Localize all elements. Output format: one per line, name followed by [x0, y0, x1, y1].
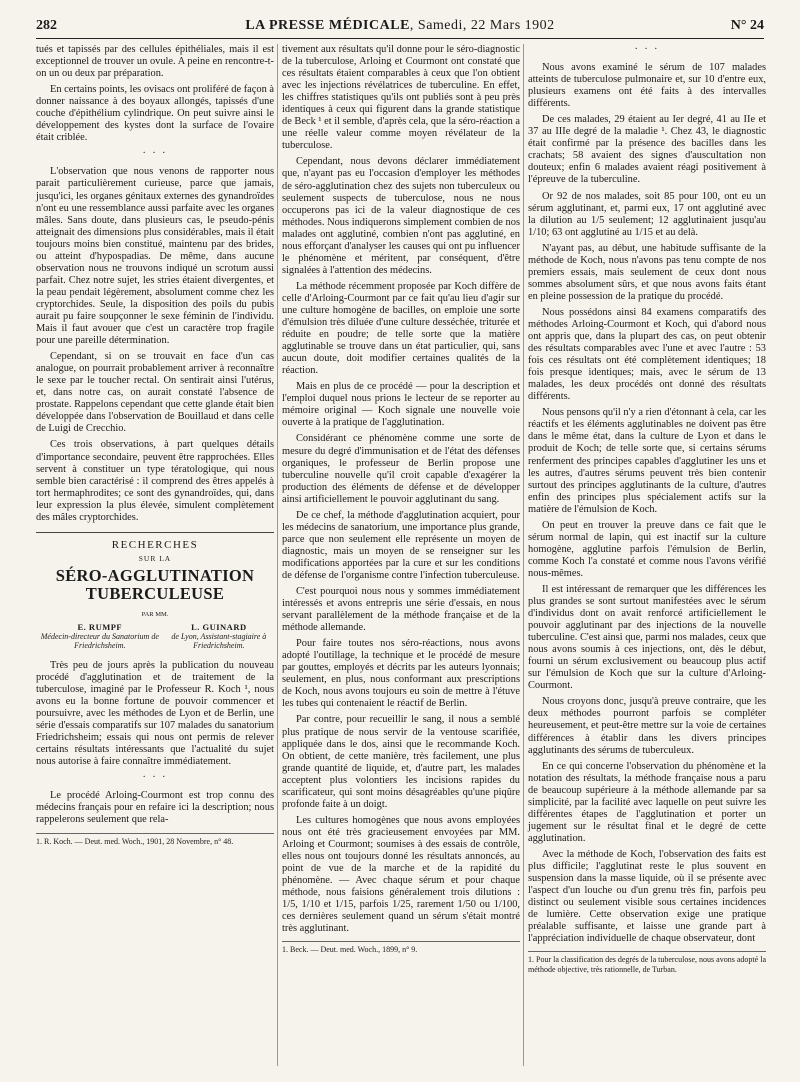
paragraph: C'est pourquoi nous nous y sommes immédiatement intéressés et avons entrepris une série d'essais, en nous servant parallèlement de la méthode française et de la méthode allemande.	[282, 586, 520, 634]
section-asterism: · · ·	[634, 44, 660, 55]
author-affiliation: Médecin-directeur du Sanatorium de Friedrichsheim.	[40, 631, 159, 650]
paragraph: Il est intéressant de remarquer que les différences les plus grandes se sont surtout manifestées avec le sérum d'individus dont on avait renforcé artificiellement le pouvoir agglutinant par des injections de la nouvelle tuberculine. C'est ainsi que, parmi nos malades, ceux que nous avons soumis à ces injections, ont, dès le début, fourni un sérum exclusivement ou beaucoup plus actif sur l'émulsion de Koch que sur la culture d'Arloing-Courmont.	[528, 583, 766, 692]
paragraph: Mais en plus de ce procédé — pour la description et l'emploi duquel nous prions le lecteur de se reporter au mémoire original — Koch signale une nouvelle voie ouverte à la pratique de l'agglutination.	[282, 381, 520, 429]
authors	[36, 623, 274, 650]
paragraph: tivement aux résultats qu'il donne pour le séro-diagnostic de la tuberculose, Arloing et Courmont ont constaté que ces résultats étaient comparables à ceux que l'on obtient avec les injections révélatrices de tuberculine. En effet, les chiffres statistiques qu'ils ont publiés sont à peu près identiques à ceux qui figurent dans la grande statistique de Beck ¹ et il semble, d'après cela, que la séro-réaction a une réelle valeur comme moyen révélateur de la tuberculose.	[282, 44, 520, 152]
paragraph: Cependant, nous devons déclarer immédiatement que, n'ayant pas eu l'occasion d'employer les méthodes de séro-agglutination chez des sujets non tuberculeux ou seulement suspects de tuberculose, nous ne nous occuperons pas ici de la valeur diagnostique de ces méthodes. Nous indiquerons simplement combien de nos malades ont agglutiné, combien n'ont pas agglutiné, en nous efforçant d'analyser les causes qui ont pu influencer le phénomène et méritent, par conséquent, d'être signalées à l'attention des médecins.	[282, 156, 520, 276]
page-number: 282	[36, 18, 57, 33]
column-3	[528, 44, 766, 978]
issue-number: N° 24	[730, 18, 764, 33]
paragraph: Nous avons examiné le sérum de 107 malades atteints de tuberculose pulmonaire et, sur 10 d'entre eux, plusieurs examens ont été faits à des intervalles différents.	[528, 62, 766, 110]
footnote: 1. Pour la classification des degrés de la tuberculose, nous avons adopté la méthode objective, très rationnelle, de Turban.	[528, 951, 766, 974]
paragraph: Considérant ce phénomène comme une sorte de mesure du degré d'immunisation et de l'état des défenses organiques, le professeur de Berlin propose une tuberculine nouvelle qu'il croit capable d'exagérer la production des éléments de défense et de développer ainsi artificiellement le pouvoir agglutinant du sang.	[282, 433, 520, 505]
paragraph: N'ayant pas, au début, une habitude suffisante de la méthode de Koch, nous n'avons pas tenu compte de nos premiers essais, mais seulement de ceux dont nous sommes absolument sûrs, et que nous avons faits étant en pleine possession de la pratique du procédé.	[528, 242, 766, 302]
column-1	[36, 44, 274, 850]
title-line-1: RECHERCHES	[111, 538, 199, 551]
paragraph: Pour faire toutes nos séro-réactions, nous avons adopté l'outillage, la technique et le procédé de mesure par gouttes, employés et décrits par les auteurs lyonnais; seulement, en plus, nous conformant aux prescriptions de Koch, nous avons toujours eu soin de mettre à l'étuve les tubes qui contenaient le réactif de Berlin.	[282, 638, 520, 710]
paragraph: Cependant, si on se trouvait en face d'un cas analogue, on pourrait probablement arriver à reconnaître le sexe par le toucher rectal. On sentirait ainsi l'utérus, et, dans notre cas, on aurait constaté l'absence de prostate. Rappelons cependant que cette glande était bien développée dans l'observation de Bouillaud et dans celle de Luigi de Crecchio.	[36, 351, 274, 435]
column-2	[282, 44, 520, 959]
section-asterism: · · ·	[142, 148, 168, 160]
author-2	[164, 623, 274, 650]
paragraph: Avec la méthode de Koch, l'observation des faits est plus difficile; l'agglutinat reste le plus souvent en suspension dans la masse liquide, où il se présente avec l'aspect d'un louche ou d'un grenu très fin, parfois peu distinct ou seulement visible sous certaines incidences de lumière. Cette observation exige une pratique préalable suffisante, et laisse une grande part à l'appréciation individuelle de chaque observateur, dont	[528, 848, 766, 945]
paragraph: L'observation que nous venons de rapporter nous parait particulièrement curieuse, parce que jamais, jusqu'ici, les organes génitaux externes des gynandroïdes n'ont eu une ressemblance aussi parfaite avec les organes mâles. Sans doute, dans plusieurs cas, le pseudo-pénis atteignait des dimensions plus considérables, mais il était toujours moins bien constitué, maintenu par des brides, ou atteint d'hypospadias. De même, dans aucune observation nous ne trouvons indiqué un scrotum aussi parfait. Chez notre sujet, les stries étaient divergentes, et la peau pendait légèrement, absolument comme chez les cryptorchides. Seule, la disposition des poils du pubis aurait pu faire soupçonner le sexe féminin de l'individu. Mais il faut avouer que c'est un caractère trop fragile pour une pareille détermination.	[36, 166, 274, 347]
paragraph: De ces malades, 29 étaient au Ier degré, 41 au IIe et 37 au IIIe degré de la maladie ¹. Chez 43, le diagnostic était confirmé par la présence des bacilles dans les crachats; 58 avaient des signes d'auscultation non douteux; enfin 6 malades avaient réagi positivement à l'épreuve de la tuberculine.	[528, 114, 766, 186]
author-1	[36, 623, 164, 650]
paragraph: Très peu de jours après la publication du nouveau procédé d'agglutination et de traitement de la tuberculose, imaginé par le Professeur R. Koch ¹, nous avons eu la bonne fortune de pouvoir commencer et poursuivre, avec les méthodes de Lyon et de Berlin, une série d'essais comparatifs sur 107 malades du sanatorium Friedrichsheim; essais qui nous ont permis de relever certains résultats intéressants que l'actualité du sujet nous autorise à faire connaître immédiatement.	[36, 659, 274, 768]
author-name: E. RUMPF	[77, 621, 123, 632]
paragraph: Les cultures homogènes que nous avons employées nous ont été très gracieusement envoyées par MM. Arloing et Courmont; soumises à des essais de contrôle, elles nous ont toujours donné les résultats annoncés, au point de vue de la marche et de la rapidité du phénomène. — Avec chaque sérum et pour chaque méthode, nous faisions généralement trois dilutions : 1/5, 1/10 et 1/15, parfois 1/25, rarement 1/50 ou 1/100, ces dernières seulement quand un sérum s'était montré très agglutinant.	[282, 814, 520, 935]
author-name: L. GUINARD	[191, 621, 247, 632]
article-title-block	[36, 532, 274, 650]
article-title: SÉRO-AGGLUTINATION TUBERCULEUSE	[55, 565, 255, 603]
paragraph: Par contre, pour recueillir le sang, il nous a semblé plus pratique de nous servir de la ventouse scarifiée, appliquée dans le dos, ainsi que le recommande Koch. On obtient, de cette manière, très facilement, une plus grande quantité de liquide, et, d'autre part, les malades acceptent plus volontiers les incisions rapides du scarificateur, qui sont moins désagréables qu'une piqûre profonde faite à un doigt.	[282, 714, 520, 810]
paragraph: La méthode récemment proposée par Koch diffère de celle d'Arloing-Courmont par ce fait qu'au lieu d'agir sur une culture homogène de bacilles, on emploie une sorte d'émulsion très diluée d'une culture desséchée, triturée et réduite en poudre; de telle sorte que la matière agglutinable se trouve dans un état particulier, qui, sans aucun doute, doit modifier certaines qualités de la réaction.	[282, 280, 520, 377]
paragraph: tués et tapissés par des cellules épithéliales, mais il est exceptionnel de trouver un ovule. A peine en rencontre-t-on un ou deux par préparation.	[36, 44, 274, 80]
paragraph: De ce chef, la méthode d'agglutination acquiert, pour les médecins de sanatorium, une importance plus grande, parce que non seulement elle représente un moyen de diagnostic, mais un moyen de se renseigner sur les modifications apportées par la cure et sur les conditions de défense de l'organisme contre l'infection tuberculeuse.	[282, 509, 520, 581]
journal-name: LA PRESSE MÉDICALE	[245, 18, 410, 33]
byline-par: PAR MM.	[141, 610, 169, 618]
paragraph: Nous pensons qu'il n'y a rien d'étonnant à cela, car les réactifs et les éléments agglutinables ne doivent pas être dans le même état, dans la culture de Lyon et dans le produit de Koch; de telle sorte que, si certains sérums renferment des principes capables d'agglutiner les uns et les autres, d'autres sérums peuvent très bien contenir surtout des principes agglutinants de la culture, d'autres enfin des principes plus spécialement actifs sur la matière de l'émulsion de Koch.	[528, 407, 766, 515]
page-header	[36, 16, 764, 39]
paragraph: Nous croyons donc, jusqu'à preuve contraire, que les deux méthodes pourront parfois se compléter heureusement, et peut-être mettre sur la voie de certaines différences à établir dans les divers principes agglutinants des sérums de tuberculeux.	[528, 696, 766, 756]
footnote: 1. Beck. — Deut. med. Woch., 1899, n° 9.	[282, 941, 520, 955]
section-asterism: · · ·	[142, 772, 168, 784]
paragraph: En ce qui concerne l'observation du phénomène et la notation des résultats, la méthode française nous a paru de beaucoup supérieure à la méthode allemande par sa simplicité, par la facilité avec laquelle on peut suivre les différentes étapes de l'agglutination et porter un jugement sur le résultat final et le degré de cette agglutination.	[528, 760, 766, 844]
title-line-2: SUR LA	[138, 553, 172, 563]
footnote: 1. R. Koch. — Deut. med. Woch., 1901, 28 Novembre, n° 48.	[36, 833, 274, 847]
paragraph: Or 92 de nos malades, soit 85 pour 100, ont eu un sérum agglutinant, et, parmi eux, 17 ont agglutiné avec la dilution au 1/5 seulement; 12 agglutinaient jusqu'au 1/10; 63 ont agglutiné au 1/15 et au delà.	[528, 190, 766, 238]
column-rule-1	[277, 44, 278, 1066]
paragraph: On peut en trouver la preuve dans ce fait que le sérum normal de lapin, qui est inactif sur la culture homogène, agglutine parfois l'émulsion de Berlin, comme Koch l'a constaté et comme nous l'avons vérifié nous-mêmes.	[528, 519, 766, 579]
paragraph: Nous possédons ainsi 84 examens comparatifs des méthodes Arloing-Courmont et Koch, qui d'abord nous ont appris que, dans la plupart des cas, on peut obtenir des résultats comparables avec l'une et avec l'autre : 53 fois ces résultats ont été complètement identiques; 18 fois presque identiques; mais, avec le sérum de 13 malades, les deux procédés ont donné des résultats différents.	[528, 306, 766, 403]
author-affiliation: de Lyon, Assistant-stagiaire à Friedrichsheim.	[171, 631, 267, 650]
paragraph: En certains points, les ovisacs ont proliféré de façon à donner naissance à des boyaux allongés, tapissés d'une couche d'épithélium cylindrique. On peut suivre ainsi le développement des kystes dont la surface de l'ovaire était criblée.	[36, 84, 274, 144]
issue-date: , Samedi, 22 Mars 1902	[409, 18, 555, 33]
paragraph: Ces trois observations, à part quelques détails d'importance secondaire, peuvent être rapprochées. Elles servent à constituer un type tératologique, qui nous semble bien caractérisé : il comprend des êtres appelés à tort hermaphrodites; ce sont des gynandroïdes, qui, dans leur expression la plus élevée, simulent complètement des mâles cryptorchides.	[36, 439, 274, 523]
running-title	[36, 18, 764, 34]
column-rule-2	[523, 44, 524, 1066]
paragraph: Le procédé Arloing-Courmont est trop connu des médecins français pour en refaire ici la description; nous rappelerons seulement que rela-	[36, 790, 274, 826]
